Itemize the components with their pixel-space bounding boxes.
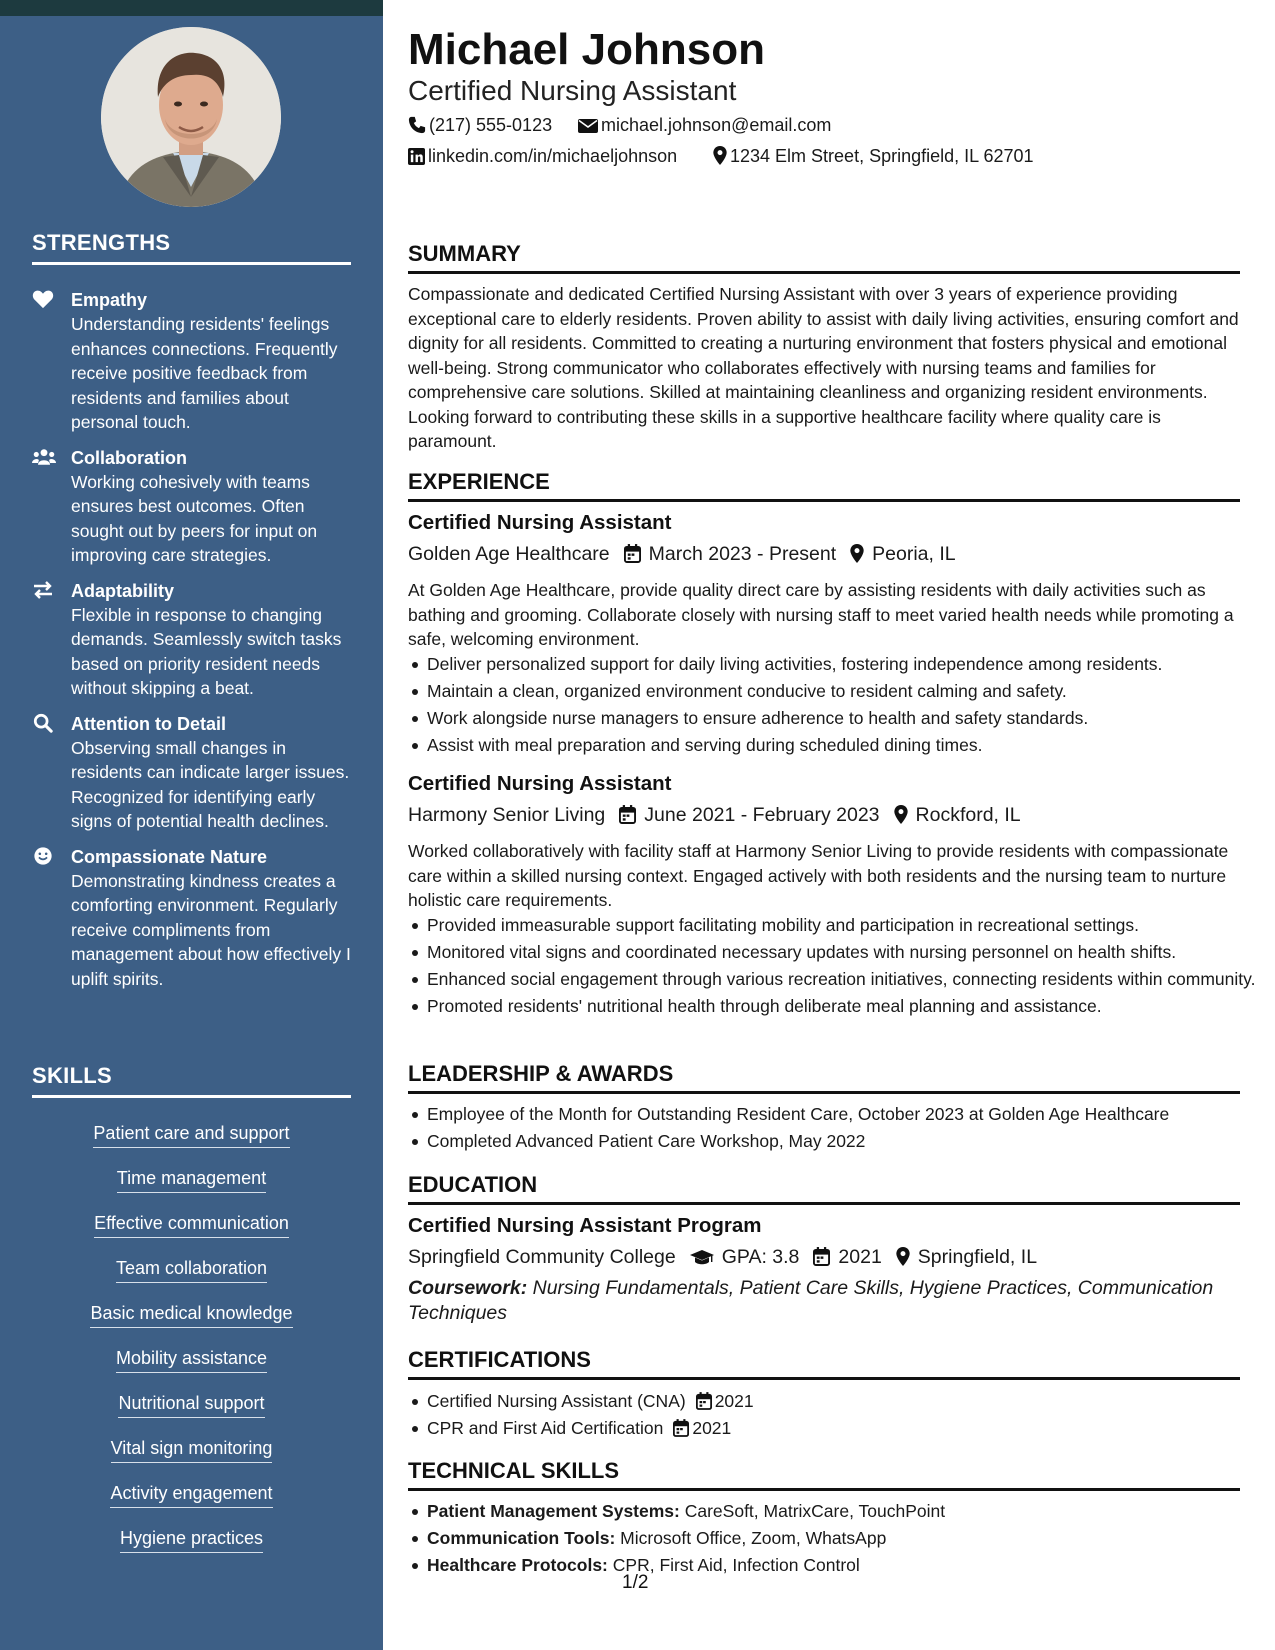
list-item: Provided immeasurable support facilitating mobility and participation in recreational settings.: [427, 913, 1259, 937]
list-item: Monitored vital signs and coordinated necessary updates with nursing personnel on health shifts.: [427, 940, 1259, 964]
list-item: Enhanced social engagement through various recreation initiatives, connecting residents within community.: [427, 967, 1259, 991]
phone-icon: [408, 116, 426, 134]
certifications-list: [408, 1389, 1259, 1443]
heart-icon: [32, 289, 54, 309]
address: 1234 Elm Street, Springfield, IL 62701: [730, 146, 1034, 166]
job-meta: [408, 802, 1021, 828]
list-item: Promoted residents' nutritional health through deliberate meal planning and assistance.: [427, 994, 1259, 1018]
strengths-heading: STRENGTHS: [32, 230, 351, 265]
list-item: Maintain a clean, organized environment conducive to resident calming and safety.: [427, 679, 1259, 703]
list-item: [427, 1526, 1259, 1550]
leadership-heading: LEADERSHIP & AWARDS: [408, 1060, 1240, 1094]
strength-description: Observing small changes in residents can indicate larger issues. Recognized for identifying early signs of potential health declines.: [71, 737, 350, 831]
list-item: Completed Advanced Patient Care Workshop, May 2022: [427, 1129, 1259, 1153]
sidebar: [0, 16, 383, 1650]
strength-item: [32, 446, 352, 568]
skill-tag: Patient care and support: [93, 1123, 289, 1148]
email-contact[interactable]: [578, 113, 831, 137]
skills-heading: SKILLS: [32, 1063, 351, 1098]
certification-year: 2021: [714, 1391, 754, 1411]
linkedin-url: linkedin.com/in/michaeljohnson: [428, 146, 678, 166]
strength-description: Understanding residents' feelings enhances connections. Frequently receive positive feedback from residents and families about personal touch.: [71, 314, 338, 432]
strength-description: Flexible in response to changing demands. Seamlessly switch tasks based on priority resident needs without skipping a beat.: [71, 604, 342, 698]
job-location: Rockford, IL: [915, 804, 1021, 826]
technical-skills-heading: TECHNICAL SKILLS: [408, 1457, 1240, 1491]
map-pin-icon: [894, 805, 908, 824]
list-item: [427, 1553, 1259, 1577]
skill-tag: Vital sign monitoring: [111, 1438, 273, 1463]
strengths-list: [32, 288, 352, 1002]
skill-tag: Activity engagement: [110, 1483, 272, 1508]
experience-heading: EXPERIENCE: [408, 468, 1240, 502]
calendar-icon: [813, 1247, 830, 1266]
tech-skill-value: CareSoft, MatrixCare, TouchPoint: [684, 1501, 946, 1521]
list-item: [427, 1499, 1259, 1523]
certification-year: 2021: [692, 1418, 732, 1438]
users-icon: [32, 447, 54, 467]
coursework-label: Coursework:: [408, 1277, 528, 1299]
skill-tag: Effective communication: [94, 1213, 289, 1238]
phone-contact[interactable]: [408, 113, 552, 137]
calendar-icon: [624, 544, 641, 563]
phone-number: (217) 555-0123: [429, 115, 553, 135]
candidate-name: Michael Johnson: [408, 25, 765, 74]
sidebar-top-strip: [0, 0, 383, 16]
gpa: GPA: 3.8: [721, 1246, 800, 1268]
strength-description: Working cohesively with teams ensures best outcomes. Often sought out by peers for input on improving care strategies.: [71, 471, 318, 565]
job-bullets: [408, 913, 1259, 1021]
job-description: At Golden Age Healthcare, provide quality direct care by assisting residents with daily activities such as bathing and grooming. Collaborate closely with nursing staff to meet varied health needs while promoting a safe, welcoming environment.: [408, 580, 1234, 649]
coursework: [408, 1276, 1240, 1326]
strength-item: [32, 579, 352, 701]
tech-skill-value: CPR, First Aid, Infection Control: [612, 1555, 860, 1575]
strength-description: Demonstrating kindness creates a comforting environment. Regularly receive compliments from management about how effectively I uplift spirits.: [71, 870, 351, 989]
candidate-title: Certified Nursing Assistant: [408, 75, 737, 106]
strength-title: Empathy: [71, 290, 148, 310]
list-item: Work alongside nurse managers to ensure adherence to health and safety standards.: [427, 706, 1259, 730]
technical-skills-list: [408, 1499, 1259, 1580]
strength-title: Compassionate Nature: [71, 846, 268, 867]
education-meta: [408, 1244, 1037, 1270]
list-item: Employee of the Month for Outstanding Resident Care, October 2023 at Golden Age Healthcare: [427, 1102, 1259, 1126]
company-name: Golden Age Healthcare: [408, 543, 610, 565]
strength-item: [32, 712, 352, 834]
job-description: Worked collaboratively with facility staff at Harmony Senior Living to provide residents with compassionate care within a skilled nursing context. Engaged actively with both residents and the nursing team to nurture holistic care requirements.: [408, 841, 1229, 910]
job-meta: [408, 541, 956, 567]
tech-skill-label: Patient Management Systems:: [427, 1501, 680, 1521]
tech-skill-value: Microsoft Office, Zoom, WhatsApp: [620, 1528, 887, 1548]
job-dates: June 2021 - February 2023: [644, 804, 880, 826]
school-name: Springfield Community College: [408, 1246, 676, 1268]
strength-item: [32, 288, 352, 435]
tech-skill-label: Communication Tools:: [427, 1528, 616, 1548]
strength-item: [32, 845, 352, 992]
calendar-icon: [696, 1392, 712, 1410]
calendar-icon: [619, 805, 636, 824]
education-year: 2021: [838, 1246, 882, 1268]
education-program: Certified Nursing Assistant Program: [408, 1214, 762, 1237]
job-title: Certified Nursing Assistant: [408, 772, 672, 795]
skill-tag: Team collaboration: [116, 1258, 267, 1283]
skills-list: [32, 1123, 351, 1573]
calendar-icon: [673, 1419, 689, 1437]
smile-icon: [32, 846, 54, 866]
page-indicator: 1/2: [622, 1572, 649, 1593]
envelope-icon: [578, 118, 598, 134]
skill-tag: Basic medical knowledge: [90, 1303, 292, 1328]
strength-title: Adaptability: [71, 580, 175, 601]
education-location: Springfield, IL: [917, 1246, 1038, 1268]
certification-name: Certified Nursing Assistant (CNA): [427, 1391, 686, 1411]
education-heading: EDUCATION: [408, 1171, 1240, 1205]
tech-skill-label: Healthcare Protocols:: [427, 1555, 608, 1575]
graduation-cap-icon: [690, 1250, 714, 1266]
job-title: Certified Nursing Assistant: [408, 511, 672, 534]
list-item: [427, 1416, 1259, 1440]
profile-photo: [101, 27, 281, 207]
job-bullets: [408, 652, 1259, 760]
magnifier-icon: [32, 713, 54, 733]
map-pin-icon: [713, 146, 727, 165]
skill-tag: Mobility assistance: [116, 1348, 267, 1373]
job-dates: March 2023 - Present: [648, 543, 837, 565]
map-pin-icon: [896, 1247, 910, 1266]
linkedin-contact[interactable]: [408, 144, 677, 168]
skill-tag: Nutritional support: [118, 1393, 264, 1418]
leadership-list: [408, 1102, 1259, 1156]
exchange-arrows-icon: [32, 580, 54, 600]
list-item: [427, 1389, 1259, 1413]
email-address: michael.johnson@email.com: [601, 115, 832, 135]
map-pin-icon: [850, 544, 864, 563]
strength-title: Attention to Detail: [71, 713, 226, 734]
skill-tag: Time management: [117, 1168, 266, 1193]
coursework-list: Nursing Fundamentals, Patient Care Skills, Hygiene Practices, Communication Techniques: [408, 1277, 1214, 1324]
strength-title: Collaboration: [71, 447, 187, 468]
linkedin-icon: [408, 148, 425, 165]
job-location: Peoria, IL: [872, 543, 956, 565]
certification-name: CPR and First Aid Certification: [427, 1418, 664, 1438]
list-item: Assist with meal preparation and serving during scheduled dining times.: [427, 733, 1259, 757]
certifications-heading: CERTIFICATIONS: [408, 1346, 1240, 1380]
summary-text: Compassionate and dedicated Certified Nursing Assistant with over 3 years of experience providing exceptional care to elderly residents. Proven ability to assist with daily living activities, ensuring comfort and dignity for all residents. Committed to creating a nurturing environment that fosters physical and emotional well-being. Strong communicator who collaborates effectively with nursing teams and families for comprehensive care solutions. Skilled at maintaining cleanliness and organizing resident environments. Looking forward to contributing these skills in a supportive healthcare facility where quality care is paramount.: [408, 284, 1239, 451]
company-name: Harmony Senior Living: [408, 804, 606, 826]
address-contact: [713, 144, 1034, 168]
skill-tag: Hygiene practices: [120, 1528, 263, 1553]
list-item: Deliver personalized support for daily living activities, fostering independence among residents.: [427, 652, 1259, 676]
summary-heading: SUMMARY: [408, 240, 1240, 274]
